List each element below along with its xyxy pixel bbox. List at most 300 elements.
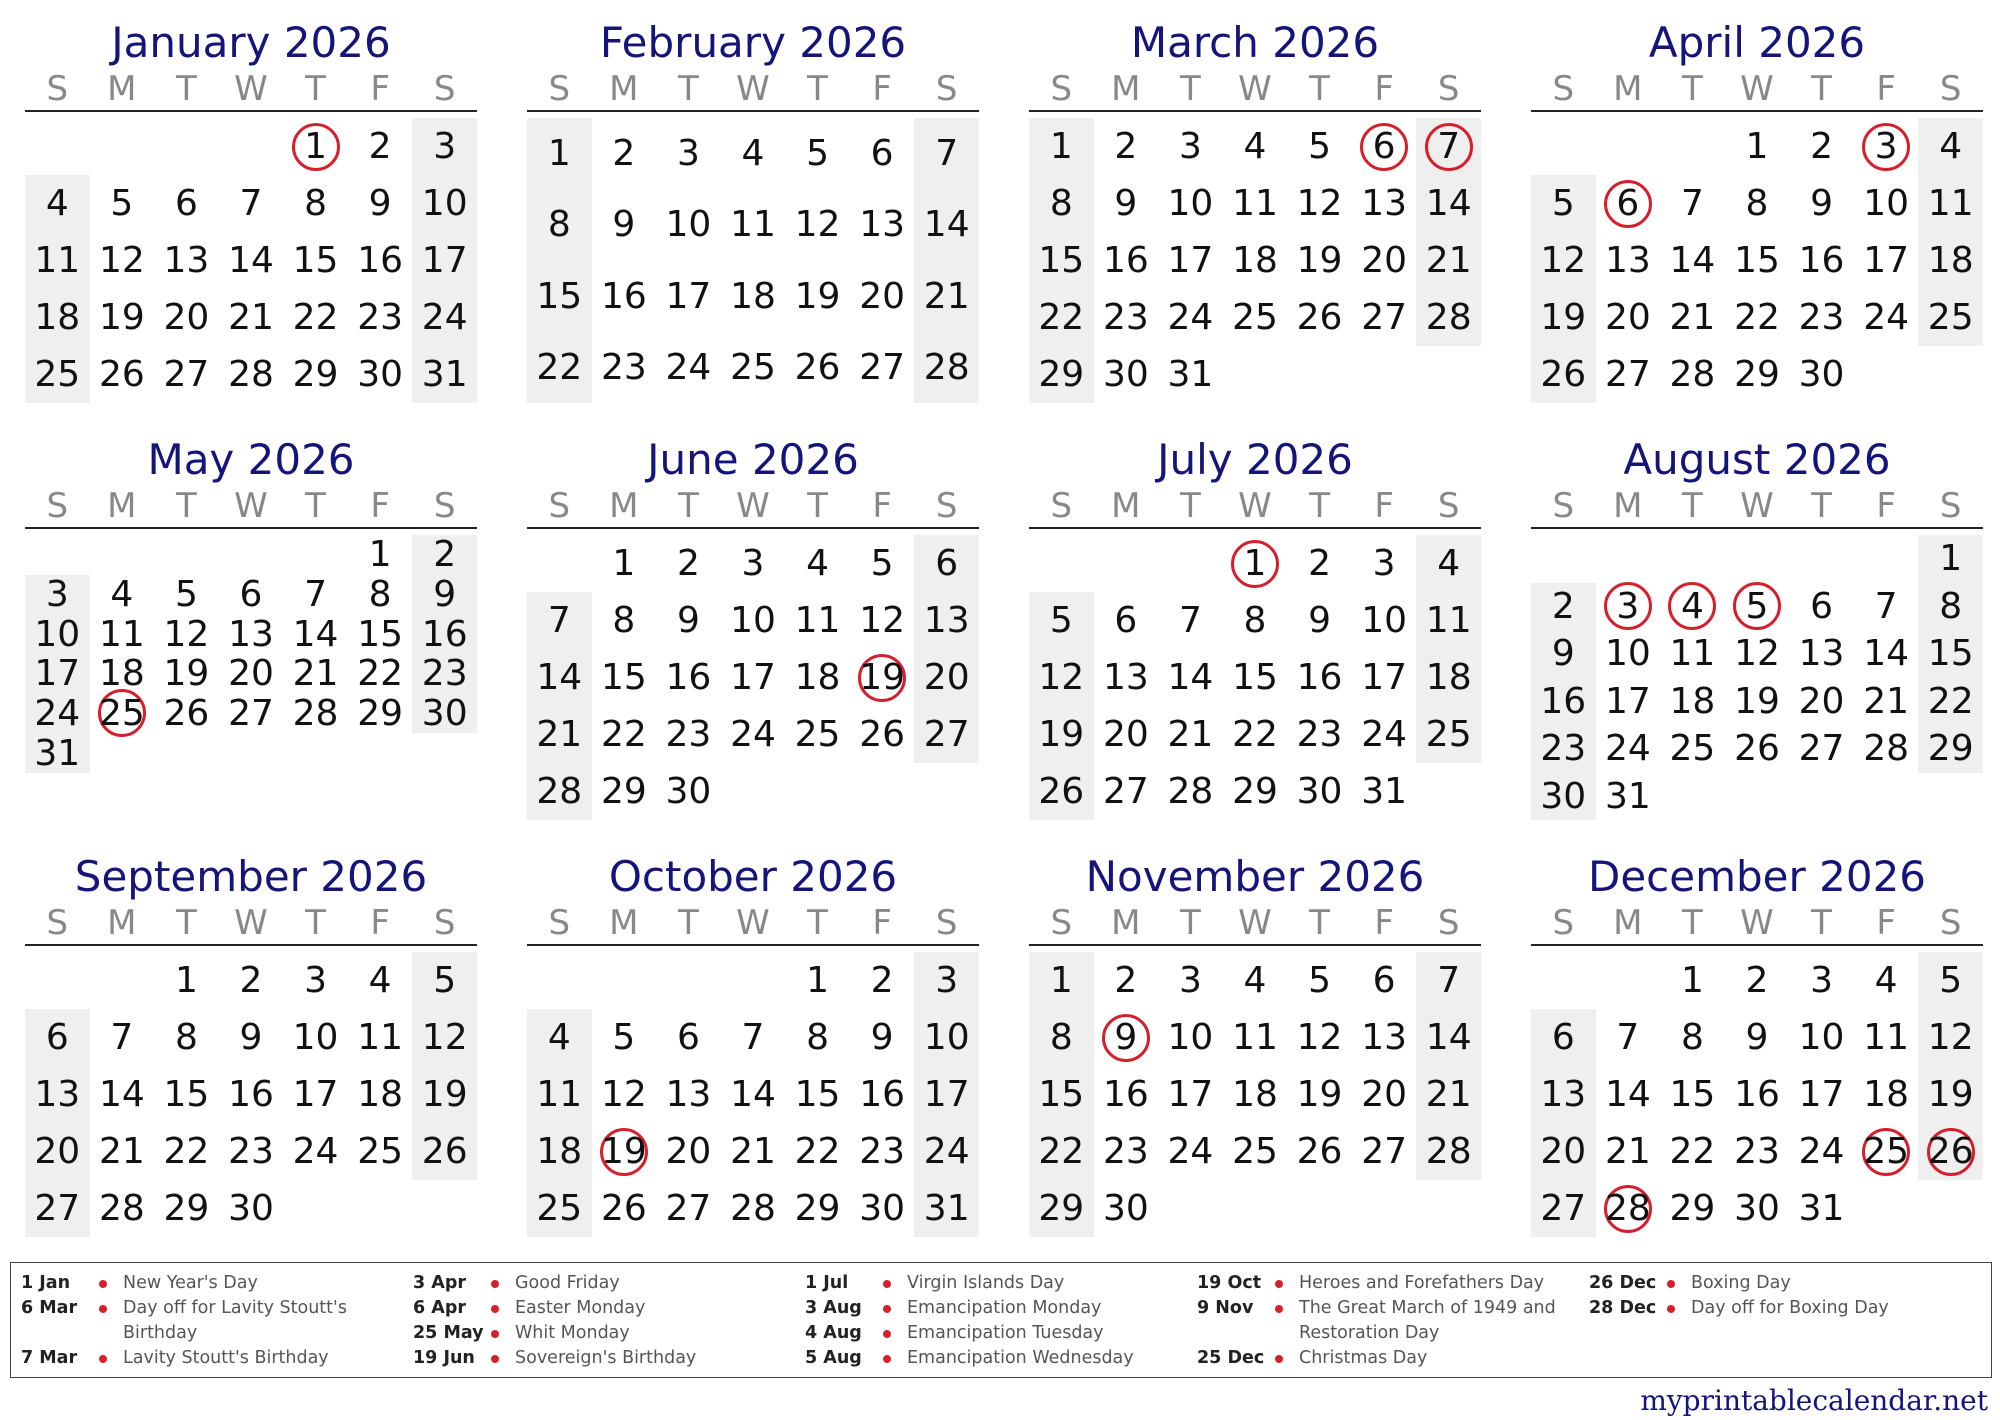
day-number: 16: [859, 1074, 906, 1115]
day-cell: [154, 1066, 219, 1123]
legend-holiday-name: Boxing Day: [1691, 1273, 1791, 1293]
day-number: 10: [665, 204, 712, 246]
day-cell: [1094, 1009, 1159, 1066]
day-number: 20: [923, 657, 970, 698]
day-cell: [1789, 232, 1854, 289]
day-cell: [25, 1180, 90, 1237]
day-number: 24: [665, 346, 712, 388]
day-number: 1: [1680, 960, 1704, 1001]
day-cell: [1918, 535, 1983, 583]
day-number: 14: [1425, 183, 1472, 224]
empty-cell: [1918, 773, 1983, 821]
day-cell: [1223, 1123, 1288, 1180]
day-number: 2: [1308, 543, 1332, 584]
weekday-header: [1029, 68, 1481, 112]
day-number: 6: [1810, 585, 1834, 627]
day-number: 11: [98, 613, 145, 655]
empty-cell: [1918, 346, 1983, 403]
day-number: 6: [239, 573, 263, 615]
day-cell: [1287, 175, 1352, 232]
day-number: 19: [600, 1131, 647, 1172]
day-number: 15: [794, 1074, 841, 1115]
empty-cell: [1531, 118, 1596, 175]
empty-cell: [1789, 535, 1854, 583]
day-cell: [1918, 232, 1983, 289]
day-cell: [154, 952, 219, 1009]
day-cell: [527, 332, 592, 403]
day-cell: [25, 694, 90, 734]
day-number: 8: [1939, 585, 1963, 627]
day-number: 20: [665, 1131, 712, 1172]
weekday-header: [527, 902, 979, 946]
weekday-label: S: [46, 486, 69, 526]
day-number: 15: [1669, 1074, 1716, 1115]
day-grid: [527, 118, 979, 403]
legend-item: [1197, 1271, 1589, 1296]
day-cell: [1223, 1066, 1288, 1123]
day-cell: [592, 1009, 657, 1066]
day-cell: [1854, 583, 1919, 631]
day-number: 29: [794, 1188, 841, 1229]
legend-holiday-name: The Great March of 1949 and Restoration Day: [1299, 1298, 1556, 1343]
weekday-label: T: [678, 486, 699, 526]
day-number: 23: [1540, 728, 1587, 770]
day-cell: [1158, 232, 1223, 289]
day-cell: [721, 1123, 786, 1180]
day-number: 26: [1296, 297, 1343, 338]
day-cell: [154, 654, 219, 694]
weekday-label: M: [609, 486, 639, 526]
day-number: 17: [730, 657, 776, 698]
day-cell: [1094, 289, 1159, 346]
empty-cell: [25, 952, 90, 1009]
day-number: 5: [110, 183, 134, 224]
brand-watermark[interactable]: myprintablecalendar.net: [1640, 1384, 1988, 1417]
day-cell: [592, 1180, 657, 1237]
day-cell: [527, 261, 592, 332]
day-cell: [592, 332, 657, 403]
day-cell: [25, 654, 90, 694]
legend-holiday-name: Sovereign's Birthday: [515, 1348, 697, 1368]
day-number: 24: [1167, 297, 1214, 338]
day-number: 24: [1863, 297, 1910, 338]
day-cell: [154, 1009, 219, 1066]
day-number: 6: [1372, 960, 1396, 1001]
day-number: 13: [1102, 657, 1149, 698]
day-number: 21: [228, 297, 274, 338]
holiday-legend: [10, 1262, 1992, 1378]
day-cell: [154, 694, 219, 734]
weekday-label: T: [1682, 903, 1703, 943]
day-number: 13: [1798, 633, 1845, 675]
day-number: 9: [239, 1017, 263, 1058]
day-number: 11: [357, 1017, 404, 1058]
day-cell: [656, 1180, 721, 1237]
day-number: 5: [1551, 183, 1575, 224]
day-number: 27: [1102, 771, 1149, 812]
empty-cell: [154, 118, 219, 175]
empty-cell: [721, 952, 786, 1009]
day-cell: [850, 706, 915, 763]
day-cell: [1223, 175, 1288, 232]
legend-date: 3 Aug: [805, 1298, 862, 1318]
day-cell: [721, 118, 786, 189]
day-cell: [914, 592, 979, 649]
day-number: 10: [34, 613, 81, 655]
day-cell: [1789, 583, 1854, 631]
day-cell: [348, 118, 413, 175]
day-cell: [1531, 1066, 1596, 1123]
day-number: 19: [794, 275, 841, 317]
day-cell: [914, 332, 979, 403]
bullet-dot-icon: [99, 1305, 107, 1313]
empty-cell: [850, 763, 915, 820]
legend-date: 6 Apr: [413, 1298, 466, 1318]
day-cell: [1531, 725, 1596, 773]
day-number: 3: [1616, 585, 1640, 627]
weekday-label: T: [305, 903, 326, 943]
day-number: 15: [1038, 240, 1085, 281]
day-cell: [1416, 232, 1481, 289]
day-cell: [1660, 346, 1725, 403]
month-october: [527, 852, 979, 1237]
day-cell: [90, 175, 155, 232]
day-cell: [1158, 952, 1223, 1009]
day-number: 17: [1604, 680, 1651, 722]
day-number: 7: [741, 1017, 765, 1058]
day-cell: [785, 1066, 850, 1123]
day-number: 16: [1102, 1074, 1149, 1115]
bullet-dot-icon: [491, 1355, 499, 1363]
day-cell: [1094, 592, 1159, 649]
weekday-label: T: [807, 486, 828, 526]
day-number: 7: [1437, 126, 1461, 167]
day-number: 20: [163, 297, 210, 338]
day-number: 1: [1939, 538, 1963, 580]
day-cell: [1789, 118, 1854, 175]
day-number: 11: [1927, 183, 1974, 224]
day-cell: [1789, 678, 1854, 726]
day-number: 14: [228, 240, 274, 281]
legend-column: [1197, 1271, 1589, 1369]
day-cell: [1854, 175, 1919, 232]
weekday-header: [1029, 902, 1481, 946]
day-number: 11: [730, 204, 776, 246]
month-july: [1029, 435, 1481, 820]
weekday-header: [1029, 485, 1481, 529]
day-cell: [25, 1066, 90, 1123]
legend-item: [805, 1321, 1197, 1346]
day-cell: [1029, 118, 1094, 175]
weekday-label: T: [1180, 486, 1201, 526]
day-number: 12: [794, 204, 841, 246]
day-cell: [1158, 1066, 1223, 1123]
legend-holiday-name: Emancipation Tuesday: [907, 1323, 1104, 1343]
day-cell: [656, 763, 721, 820]
day-number: 27: [1798, 728, 1845, 770]
day-number: 22: [357, 653, 404, 695]
legend-item: [805, 1346, 1197, 1371]
month-title: July 2026: [1157, 435, 1353, 484]
day-number: 4: [1437, 543, 1461, 584]
day-number: 1: [806, 960, 830, 1001]
month-june: [527, 435, 979, 820]
day-number: 5: [1939, 960, 1963, 1001]
day-number: 17: [292, 1074, 339, 1115]
weekday-label: S: [433, 903, 456, 943]
day-number: 22: [292, 297, 339, 338]
day-cell: [1029, 289, 1094, 346]
empty-cell: [1158, 535, 1223, 592]
day-cell: [527, 1066, 592, 1123]
day-cell: [219, 1123, 284, 1180]
day-cell: [1918, 1123, 1983, 1180]
weekday-label: F: [370, 69, 390, 109]
day-number: 13: [859, 204, 906, 246]
day-number: 29: [1669, 1188, 1716, 1229]
weekday-label: T: [176, 69, 197, 109]
empty-cell: [90, 118, 155, 175]
day-number: 29: [1038, 354, 1085, 395]
weekday-label: T: [1309, 69, 1330, 109]
day-number: 2: [1114, 960, 1138, 1001]
day-cell: [1789, 1180, 1854, 1237]
weekday-label: T: [1682, 69, 1703, 109]
day-number: 23: [1798, 297, 1845, 338]
empty-cell: [25, 535, 90, 575]
day-cell: [721, 649, 786, 706]
day-number: 29: [1734, 354, 1780, 395]
day-number: 8: [304, 183, 328, 224]
day-cell: [914, 706, 979, 763]
day-number: 22: [1669, 1131, 1716, 1172]
day-cell: [348, 614, 413, 654]
day-number: 18: [1232, 1074, 1278, 1115]
day-number: 31: [1604, 775, 1651, 817]
weekday-label: S: [46, 69, 69, 109]
day-cell: [1918, 1009, 1983, 1066]
day-number: 26: [1927, 1131, 1974, 1172]
day-number: 19: [163, 653, 210, 695]
day-number: 28: [1425, 1131, 1472, 1172]
day-cell: [1531, 678, 1596, 726]
empty-cell: [348, 733, 413, 773]
empty-cell: [527, 952, 592, 1009]
empty-cell: [1531, 535, 1596, 583]
weekday-label: T: [678, 903, 699, 943]
day-number: 12: [600, 1074, 647, 1115]
day-number: 29: [1038, 1188, 1085, 1229]
month-title: May 2026: [147, 435, 355, 484]
day-cell: [412, 1066, 477, 1123]
day-cell: [1596, 1123, 1661, 1180]
day-cell: [1416, 535, 1481, 592]
weekday-header: [25, 902, 477, 946]
day-number: 11: [1232, 1017, 1278, 1058]
day-number: 17: [421, 240, 468, 281]
day-number: 6: [45, 1017, 69, 1058]
day-number: 13: [1604, 240, 1651, 281]
weekday-label: W: [1740, 486, 1774, 526]
month-title: December 2026: [1587, 852, 1927, 901]
day-cell: [412, 575, 477, 615]
day-cell: [1725, 118, 1790, 175]
day-cell: [656, 189, 721, 260]
day-number: 5: [1049, 600, 1073, 641]
day-cell: [914, 649, 979, 706]
day-number: 12: [421, 1017, 468, 1058]
day-cell: [850, 118, 915, 189]
day-cell: [1094, 118, 1159, 175]
day-number: 21: [1425, 1074, 1472, 1115]
day-number: 3: [1810, 960, 1834, 1001]
day-cell: [219, 232, 284, 289]
day-number: 25: [34, 354, 81, 395]
day-number: 25: [794, 714, 841, 755]
day-cell: [412, 654, 477, 694]
day-number: 27: [1361, 1131, 1408, 1172]
month-september: [25, 852, 477, 1237]
empty-cell: [1416, 346, 1481, 403]
day-number: 16: [228, 1074, 274, 1115]
day-number: 21: [1167, 714, 1214, 755]
weekday-label: F: [872, 69, 892, 109]
month-title: June 2026: [647, 435, 859, 484]
weekday-label: F: [370, 903, 390, 943]
weekday-label: F: [1876, 903, 1896, 943]
day-cell: [1416, 118, 1481, 175]
day-number: 18: [1425, 657, 1472, 698]
weekday-label: M: [1111, 69, 1141, 109]
day-cell: [1854, 232, 1919, 289]
day-cell: [1789, 952, 1854, 1009]
day-cell: [721, 1066, 786, 1123]
day-cell: [412, 232, 477, 289]
day-number: 23: [1102, 297, 1149, 338]
day-cell: [1416, 952, 1481, 1009]
day-cell: [283, 175, 348, 232]
day-number: 3: [45, 573, 69, 615]
day-grid: [25, 118, 477, 403]
weekday-label: M: [107, 903, 137, 943]
day-cell: [1223, 763, 1288, 820]
weekday-label: S: [1050, 486, 1073, 526]
weekday-label: T: [1180, 903, 1201, 943]
month-title: January 2026: [111, 18, 391, 67]
day-number: 9: [1308, 600, 1332, 641]
day-number: 16: [357, 240, 404, 281]
day-number: 9: [1810, 183, 1834, 224]
day-cell: [25, 346, 90, 403]
day-number: 22: [1038, 1131, 1085, 1172]
legend-item: [1589, 1296, 1981, 1321]
day-cell: [154, 346, 219, 403]
day-number: 2: [612, 133, 636, 175]
weekday-header: [527, 68, 979, 112]
day-number: 14: [292, 613, 339, 655]
day-number: 13: [228, 613, 274, 655]
day-cell: [283, 575, 348, 615]
day-number: 9: [612, 204, 636, 246]
day-cell: [656, 1066, 721, 1123]
legend-holiday-name: New Year's Day: [123, 1273, 258, 1293]
day-number: 22: [536, 346, 583, 388]
legend-item: [21, 1271, 413, 1296]
day-cell: [1223, 592, 1288, 649]
day-cell: [656, 592, 721, 649]
day-cell: [219, 1180, 284, 1237]
day-cell: [1725, 346, 1790, 403]
day-cell: [785, 261, 850, 332]
day-number: 10: [1604, 633, 1651, 675]
day-cell: [1416, 649, 1481, 706]
day-cell: [1158, 346, 1223, 403]
day-number: 4: [110, 573, 134, 615]
day-cell: [656, 261, 721, 332]
day-cell: [1918, 175, 1983, 232]
day-cell: [1158, 649, 1223, 706]
day-cell: [412, 952, 477, 1009]
day-number: 16: [421, 613, 468, 655]
day-number: 13: [1540, 1074, 1587, 1115]
day-grid: [527, 535, 979, 820]
day-cell: [1596, 289, 1661, 346]
day-number: 4: [1243, 960, 1267, 1001]
day-cell: [154, 175, 219, 232]
day-cell: [1029, 346, 1094, 403]
day-number: 8: [1680, 1017, 1704, 1058]
day-cell: [1287, 289, 1352, 346]
day-number: 7: [304, 573, 328, 615]
day-cell: [1596, 1066, 1661, 1123]
day-cell: [348, 175, 413, 232]
day-cell: [1918, 630, 1983, 678]
day-number: 18: [794, 657, 841, 698]
day-number: 2: [368, 126, 392, 167]
day-cell: [1854, 1123, 1919, 1180]
day-cell: [412, 118, 477, 175]
empty-cell: [721, 763, 786, 820]
day-cell: [527, 763, 592, 820]
day-number: 15: [1734, 240, 1780, 281]
day-number: 24: [292, 1131, 339, 1172]
day-number: 12: [98, 240, 145, 281]
day-number: 5: [612, 1017, 636, 1058]
day-cell: [1660, 583, 1725, 631]
weekday-label: F: [872, 903, 892, 943]
day-cell: [25, 232, 90, 289]
day-number: 1: [304, 126, 328, 167]
day-number: 26: [98, 354, 145, 395]
day-cell: [592, 1123, 657, 1180]
day-cell: [850, 261, 915, 332]
day-cell: [90, 614, 155, 654]
weekday-label: S: [1552, 903, 1575, 943]
day-number: 3: [433, 126, 457, 167]
day-number: 22: [794, 1131, 841, 1172]
day-cell: [1789, 175, 1854, 232]
legend-item: [21, 1346, 413, 1371]
day-number: 8: [1049, 183, 1073, 224]
day-cell: [1596, 678, 1661, 726]
legend-date: 19 Oct: [1197, 1273, 1262, 1293]
day-number: 29: [163, 1188, 210, 1229]
day-cell: [1660, 175, 1725, 232]
weekday-label: M: [107, 69, 137, 109]
day-number: 6: [1551, 1017, 1575, 1058]
day-number: 15: [600, 657, 647, 698]
day-cell: [656, 706, 721, 763]
